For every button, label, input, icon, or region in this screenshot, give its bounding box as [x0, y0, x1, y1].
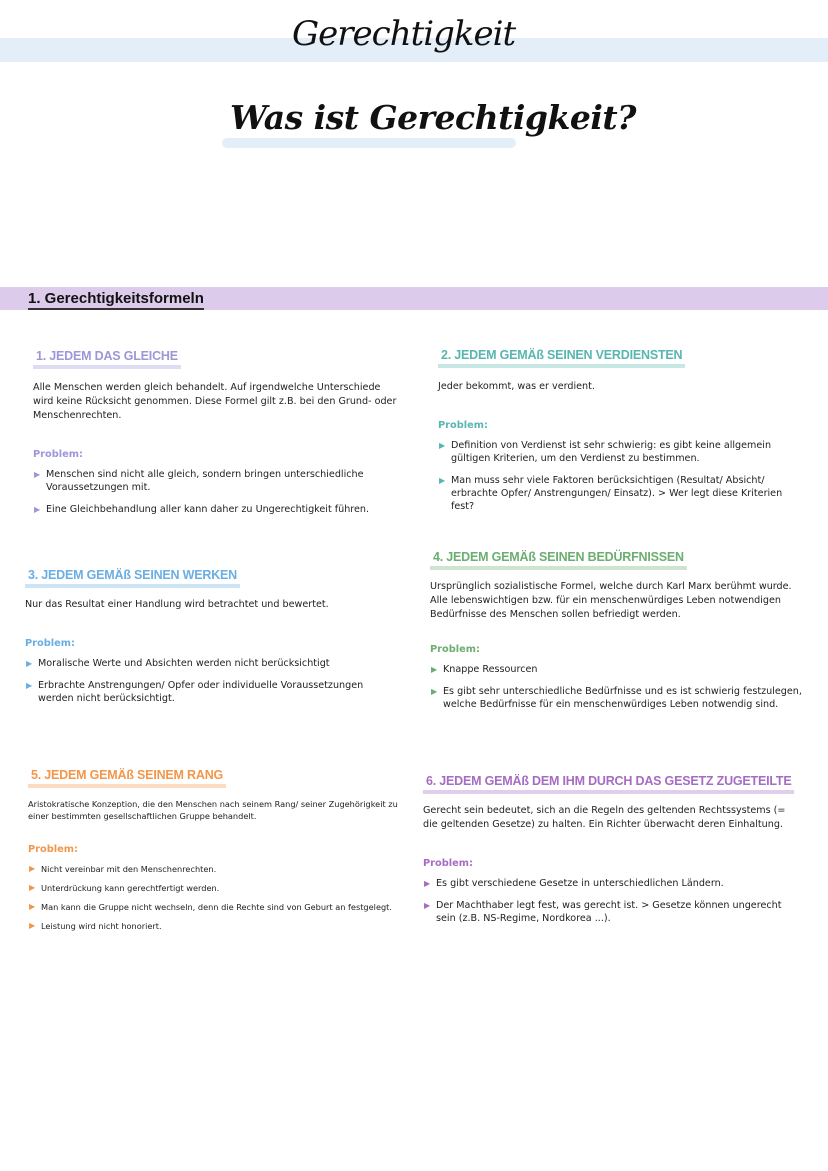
section-description: Aristokratische Konzeption, die den Menschen nach seinem Rang/ seiner Zugehörigkeit zu einer bestimmten gesellschaftlichen Gruppe behandelt. [28, 799, 398, 821]
problem-label: Problem: [423, 858, 473, 869]
problem-label: Problem: [28, 844, 78, 855]
page-title: Gerechtigkeit [292, 14, 516, 54]
page-subtitle: Was ist Gerechtigkeit? [230, 98, 636, 137]
problem-text: Definition von Verdienst ist sehr schwierig: es gibt keine allgemein gültigen Kriterien, um den Verdienst zu bestimmen. [451, 440, 772, 464]
bullet-arrow-icon: ▶ [29, 921, 36, 930]
problem-text: Leistung wird nicht honoriert. [41, 921, 162, 931]
section-description: Nur das Resultat einer Handlung wird betrachtet und bewertet. [25, 599, 329, 610]
section-title: 4. JEDEM GEMÄß SEINEN BEDÜRFNISSEN [430, 550, 687, 570]
problem-item [33, 503, 403, 516]
formula-section-3 [25, 564, 395, 714]
problem-text: Erbrachte Anstrengungen/ Opfer oder individuelle Voraussetzungen werden nicht berücksichtigt. [38, 680, 364, 704]
problem-item [28, 901, 398, 913]
subtitle-highlight [222, 138, 516, 148]
bullet-arrow-icon: ▶ [26, 659, 33, 668]
problem-text: Knappe Ressourcen [443, 664, 538, 675]
problem-text: Moralische Werte und Absichten werden nicht berücksichtigt [38, 658, 330, 669]
problem-text: Man kann die Gruppe nicht wechseln, denn die Rechte sind von Geburt an festgelegt. [41, 902, 392, 912]
section-description: Alle Menschen werden gleich behandelt. Auf irgendwelche Unterschiede wird keine Rücksicht genommen. Diese Formel gilt z.B. bei den Grund- oder Menschenrechten. [33, 382, 397, 421]
section-title: 2. JEDEM GEMÄß SEINEN VERDIENSTEN [438, 348, 685, 368]
problem-text: Nicht vereinbar mit den Menschenrechten. [41, 864, 217, 874]
problem-item [25, 657, 395, 670]
bullet-arrow-icon: ▶ [424, 879, 431, 888]
formula-section-2 [438, 344, 808, 522]
problem-list [28, 863, 398, 932]
problem-text: Eine Gleichbehandlung aller kann daher zu Ungerechtigkeit führen. [46, 504, 370, 515]
section-title: 6. JEDEM GEMÄß DEM IHM DURCH DAS GESETZ ZUGETEILTE [423, 774, 794, 794]
section-title: 5. JEDEM GEMÄß SEINEM RANG [28, 768, 226, 788]
problem-list [25, 657, 395, 705]
problem-label: Problem: [430, 644, 480, 655]
bullet-arrow-icon: ▶ [29, 902, 36, 911]
problem-text: Man muss sehr viele Faktoren berücksichtigen (Resultat/ Absicht/ erbrachte Opfer/ Anstrengungen/ Einsatz). > Wer legt diese Kriterien fest? [451, 475, 783, 512]
problem-item [430, 685, 805, 711]
problem-item [423, 877, 798, 890]
problem-label: Problem: [25, 638, 75, 649]
problem-item [25, 679, 395, 705]
section-title: 1. JEDEM DAS GLEICHE [33, 349, 181, 369]
problem-list [438, 439, 808, 513]
section-description: Ursprünglich sozialistische Formel, welche durch Karl Marx berühmt wurde. Alle lebenswichtigen bzw. für ein menschenwürdiges Leben notwendigen Bedürfnisse des Menschen sollen befriedigt werden. [430, 581, 792, 620]
problem-text: Unterdrückung kann gerechtfertigt werden. [41, 883, 220, 893]
bullet-arrow-icon: ▶ [439, 476, 446, 485]
problem-list [33, 468, 403, 516]
problem-item [438, 474, 808, 513]
section-heading: 1. Gerechtigkeitsformeln [28, 290, 204, 310]
problem-item [28, 882, 398, 894]
problem-text: Es gibt verschiedene Gesetze in unterschiedlichen Ländern. [436, 878, 724, 889]
formula-section-6 [423, 770, 798, 934]
problem-list [430, 663, 805, 711]
problem-item [430, 663, 805, 676]
bullet-arrow-icon: ▶ [424, 901, 431, 910]
bullet-arrow-icon: ▶ [29, 864, 36, 873]
problem-label: Problem: [33, 449, 83, 460]
problem-item [423, 899, 798, 925]
bullet-arrow-icon: ▶ [439, 441, 446, 450]
bullet-arrow-icon: ▶ [34, 505, 41, 514]
section-description: Gerecht sein bedeutet, sich an die Regeln des geltenden Rechtssystems (= die geltenden Gesetze) zu halten. Ein Richter überwacht deren Einhaltung. [423, 805, 786, 830]
formula-section-4 [430, 546, 805, 720]
problem-item [28, 920, 398, 932]
bullet-arrow-icon: ▶ [431, 687, 438, 696]
formula-section-5 [28, 764, 398, 939]
section-description: Jeder bekommt, was er verdient. [438, 381, 595, 392]
formula-section-1 [33, 345, 403, 525]
problem-item [438, 439, 808, 465]
section-title: 3. JEDEM GEMÄß SEINEN WERKEN [25, 568, 240, 588]
problem-item [33, 468, 403, 494]
bullet-arrow-icon: ▶ [34, 470, 41, 479]
bullet-arrow-icon: ▶ [29, 883, 36, 892]
problem-text: Menschen sind nicht alle gleich, sondern bringen unterschiedliche Voraussetzungen mit. [46, 469, 364, 493]
problem-label: Problem: [438, 420, 488, 431]
problem-list [423, 877, 798, 925]
bullet-arrow-icon: ▶ [431, 665, 438, 674]
problem-item [28, 863, 398, 875]
problem-text: Der Machthaber legt fest, was gerecht ist. > Gesetze können ungerecht sein (z.B. NS-Regime, Nordkorea ...). [436, 900, 782, 924]
problem-text: Es gibt sehr unterschiedliche Bedürfnisse und es ist schwierig festzulegen, welche Bedürfnisse für ein menschenwürdiges Leben notwendig sind. [443, 686, 802, 710]
bullet-arrow-icon: ▶ [26, 681, 33, 690]
